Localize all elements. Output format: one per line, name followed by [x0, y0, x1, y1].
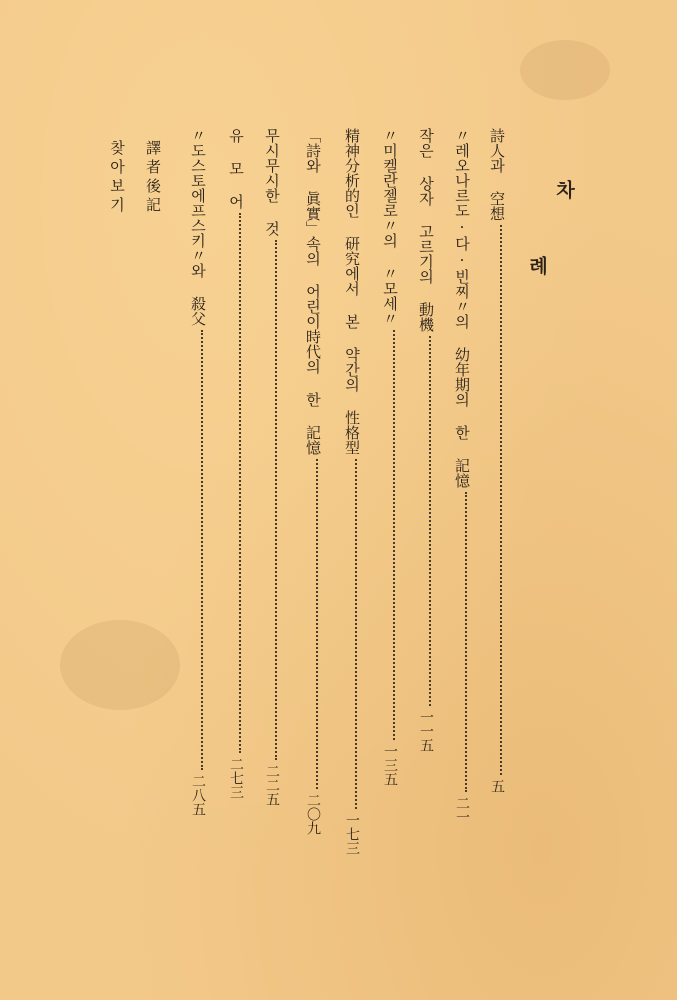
title-char-2: 례: [526, 256, 548, 277]
toc-entry: [188, 128, 208, 816]
toc-entry-page: 五: [489, 779, 505, 793]
toc-entry: [262, 128, 282, 806]
toc-entry: [452, 128, 472, 824]
title-char-1: 차: [553, 180, 575, 201]
toc-entry: [303, 128, 323, 835]
toc-entry: [416, 128, 436, 752]
toc-appendix-entry: 譯者後記: [144, 140, 162, 216]
toc-entry-page: 一七三: [344, 813, 360, 855]
leader-dots: [201, 330, 203, 770]
toc-entry-page: 一三五: [382, 744, 398, 786]
toc-entry: [487, 128, 507, 793]
toc-entry: [380, 128, 400, 786]
toc-entry-page: 二七三: [228, 757, 244, 799]
toc-entry-title: 「詩와 眞實」속의 어린이時代의 한 記憶: [304, 128, 322, 455]
toc-entry-title: 〃레오나르도·다·빈찌〃의 幼年期의 한 記憶: [453, 128, 471, 488]
leader-dots: [316, 459, 318, 789]
toc-entry-page: 一一五: [418, 710, 434, 752]
leader-dots: [275, 240, 277, 760]
toc-entry-page: 二〇九: [305, 793, 321, 835]
leader-dots: [465, 492, 467, 792]
leader-dots: [393, 330, 395, 740]
toc-entry-title: 精神分析的인 研究에서 본 약간의 性格型: [343, 128, 361, 455]
toc-entry: [342, 128, 362, 855]
toc-entry-title: 작은 상자 고르기의 動機: [417, 128, 435, 332]
toc-entry-title: 유 모 어: [227, 128, 245, 209]
toc-entry: [226, 128, 246, 799]
toc-entry-page: 二一: [454, 796, 470, 824]
toc-appendix-entry: 찾아보기: [108, 140, 126, 216]
leader-dots: [355, 459, 357, 809]
leader-dots: [429, 336, 431, 706]
toc-entry-title: 〃미켈란젤로〃의 〃모세〃: [381, 128, 399, 326]
toc-entry-page: 二八五: [190, 774, 206, 816]
toc-entry-page: 二二五: [264, 764, 280, 806]
leader-dots: [239, 213, 241, 753]
toc-entry-title: 〃도스토에프스키〃와 殺父: [189, 128, 207, 326]
leader-dots: [500, 225, 502, 775]
toc-entry-title: 詩人과 空想: [488, 128, 506, 221]
toc-entry-title: 무시무시한 것: [263, 128, 281, 236]
